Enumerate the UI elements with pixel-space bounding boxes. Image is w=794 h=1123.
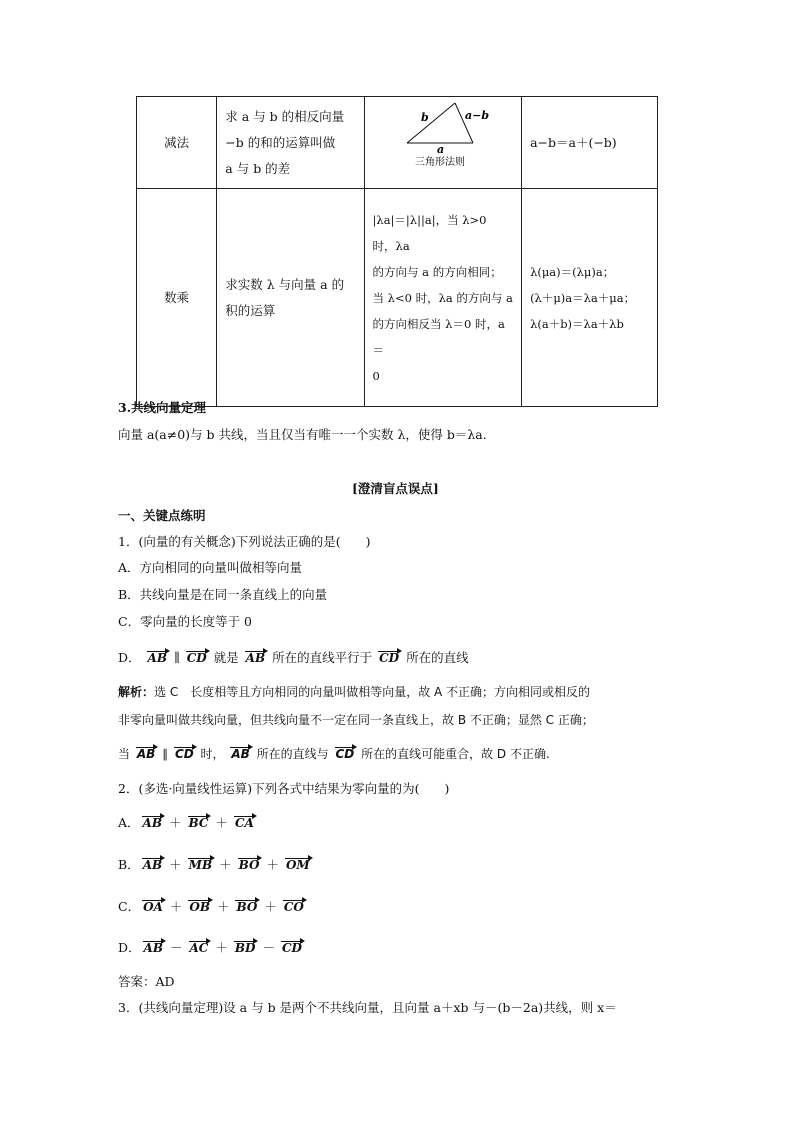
triangle-diagram (365, 97, 533, 179)
vector-mb: MB (188, 858, 213, 872)
vector-co: CO (283, 900, 304, 914)
q2-option-b (118, 855, 313, 873)
triangle-rule-figure (364, 97, 522, 189)
vector-ac: AC (189, 941, 209, 955)
vector-oa: OA (143, 900, 163, 914)
operator: ＋ (169, 857, 182, 872)
vector-ab: AB (231, 747, 250, 761)
operator: ＋ (215, 940, 228, 955)
option-label: B． (118, 857, 140, 872)
q1-explanation-line1: 解析：选 C 长度相等且方向相同的向量叫做相等向量，故 A 不正确；方向相同或相反的 (118, 685, 591, 699)
operator: ＋ (264, 899, 277, 914)
vector-ab: AB (142, 858, 163, 872)
q1-option-c: C．零向量的长度等于 0 (118, 614, 252, 629)
vector-bd: BD (234, 941, 256, 955)
theorem-title: 3.共线向量定理 (118, 400, 207, 415)
q2-option-c (118, 897, 307, 915)
vector-cd: CD (335, 747, 355, 761)
op-law-subtraction: a−b＝a＋(−b) (522, 97, 658, 189)
op-rule-scalar: |λa|＝|λ||a|，当 λ>0 时，λa 的方向与 a 的方向相同； 当 λ<0 时，λa 的方向与 a 的方向相反当 λ＝0 时，a＝ 0 (364, 189, 522, 407)
sub-title: 一、关键点练明 (118, 508, 206, 523)
q1-stem: 1．(向量的有关概念)下列说法正确的是( ) (118, 534, 371, 549)
vector-ab: AB (147, 651, 167, 665)
operator: ＋ (215, 815, 228, 830)
vector-cd: CD (281, 941, 302, 955)
op-def-scalar: 求实数 λ 与向量 a 的 积的运算 (217, 189, 364, 407)
q1-option-a: A．方向相同的向量叫做相等向量 (118, 560, 303, 575)
vector-om: OM (285, 858, 310, 872)
fig-label-a-minus-b: a−b (464, 109, 489, 122)
option-label: C． (118, 899, 141, 914)
fig-label-a: a (436, 143, 444, 156)
q3-stem: 3．(共线向量定理)设 a 与 b 是两个不共线向量，且向量 a＋xb 与－(b－2a)共线，则 x＝ (118, 1000, 617, 1015)
vector-cd: CD (379, 651, 400, 665)
vector-ab: AB (245, 651, 266, 665)
fig-label-b: b (420, 111, 429, 124)
operator: ＋ (266, 857, 279, 872)
operator: ＋ (168, 815, 182, 830)
q2-stem: 2．(多选·向量线性运算)下列各式中结果为零向量的为( ) (118, 781, 450, 796)
theorem-body: 向量 a(a≠0)与 b 共线，当且仅当有唯一一个实数 λ，使得 b＝λa. (118, 427, 487, 442)
vector-ab: AB (136, 747, 156, 761)
vector-cd: CD (174, 747, 194, 761)
vector-ob: OB (189, 900, 210, 914)
vector-bo: BO (238, 858, 260, 872)
operator: ＋ (216, 899, 230, 914)
op-def-subtraction: 求 a 与 b 的相反向量 −b 的和的运算叫做 a 与 b 的差 (217, 97, 364, 189)
q1-explanation-line2: 非零向量叫做共线向量，但共线向量不一定在同一条直线上，故 B 不正确；显然 C 正确； (118, 713, 594, 727)
operator: ＋ (169, 899, 183, 914)
q2-option-d (118, 938, 305, 956)
vector-cd: CD (186, 651, 207, 665)
q1-option-b: B．共线向量是在同一条直线上的向量 (118, 587, 328, 602)
operator: － (169, 940, 183, 955)
q1-option-d: D． AB ∥ CD 就是 AB 所在的直线平行于 CD 所在的直线 (118, 650, 469, 665)
fig-caption: 三角形法则 (414, 157, 465, 168)
op-law-scalar: λ(μa)＝(λμ)a； (λ＋μ)a＝λa＋μa； λ(a＋b)＝λa＋λb (522, 189, 658, 407)
vector-ab: AB (143, 941, 163, 955)
vector-ca: CA (234, 816, 254, 830)
op-name-subtraction: 减法 (137, 97, 217, 189)
vector-ab: AB (142, 816, 162, 830)
operator: － (262, 940, 275, 955)
q1-explanation-line3: 当 AB ∥ CD 时， AB 所在的直线与 CD 所在的直线可能重合，故 D 不正确. (118, 747, 550, 761)
section-title: [澄清盲点误点] (352, 481, 439, 496)
q2-answer: 答案：AD (118, 974, 175, 989)
vector-bc: BC (188, 816, 209, 830)
q2-option-a (118, 813, 257, 831)
vector-bo: BO (236, 900, 258, 914)
option-label: A． (118, 815, 140, 830)
op-name-scalar: 数乘 (137, 189, 217, 407)
operator: ＋ (219, 857, 232, 872)
option-label: D． (118, 940, 141, 955)
vector-operations-table (136, 96, 658, 407)
